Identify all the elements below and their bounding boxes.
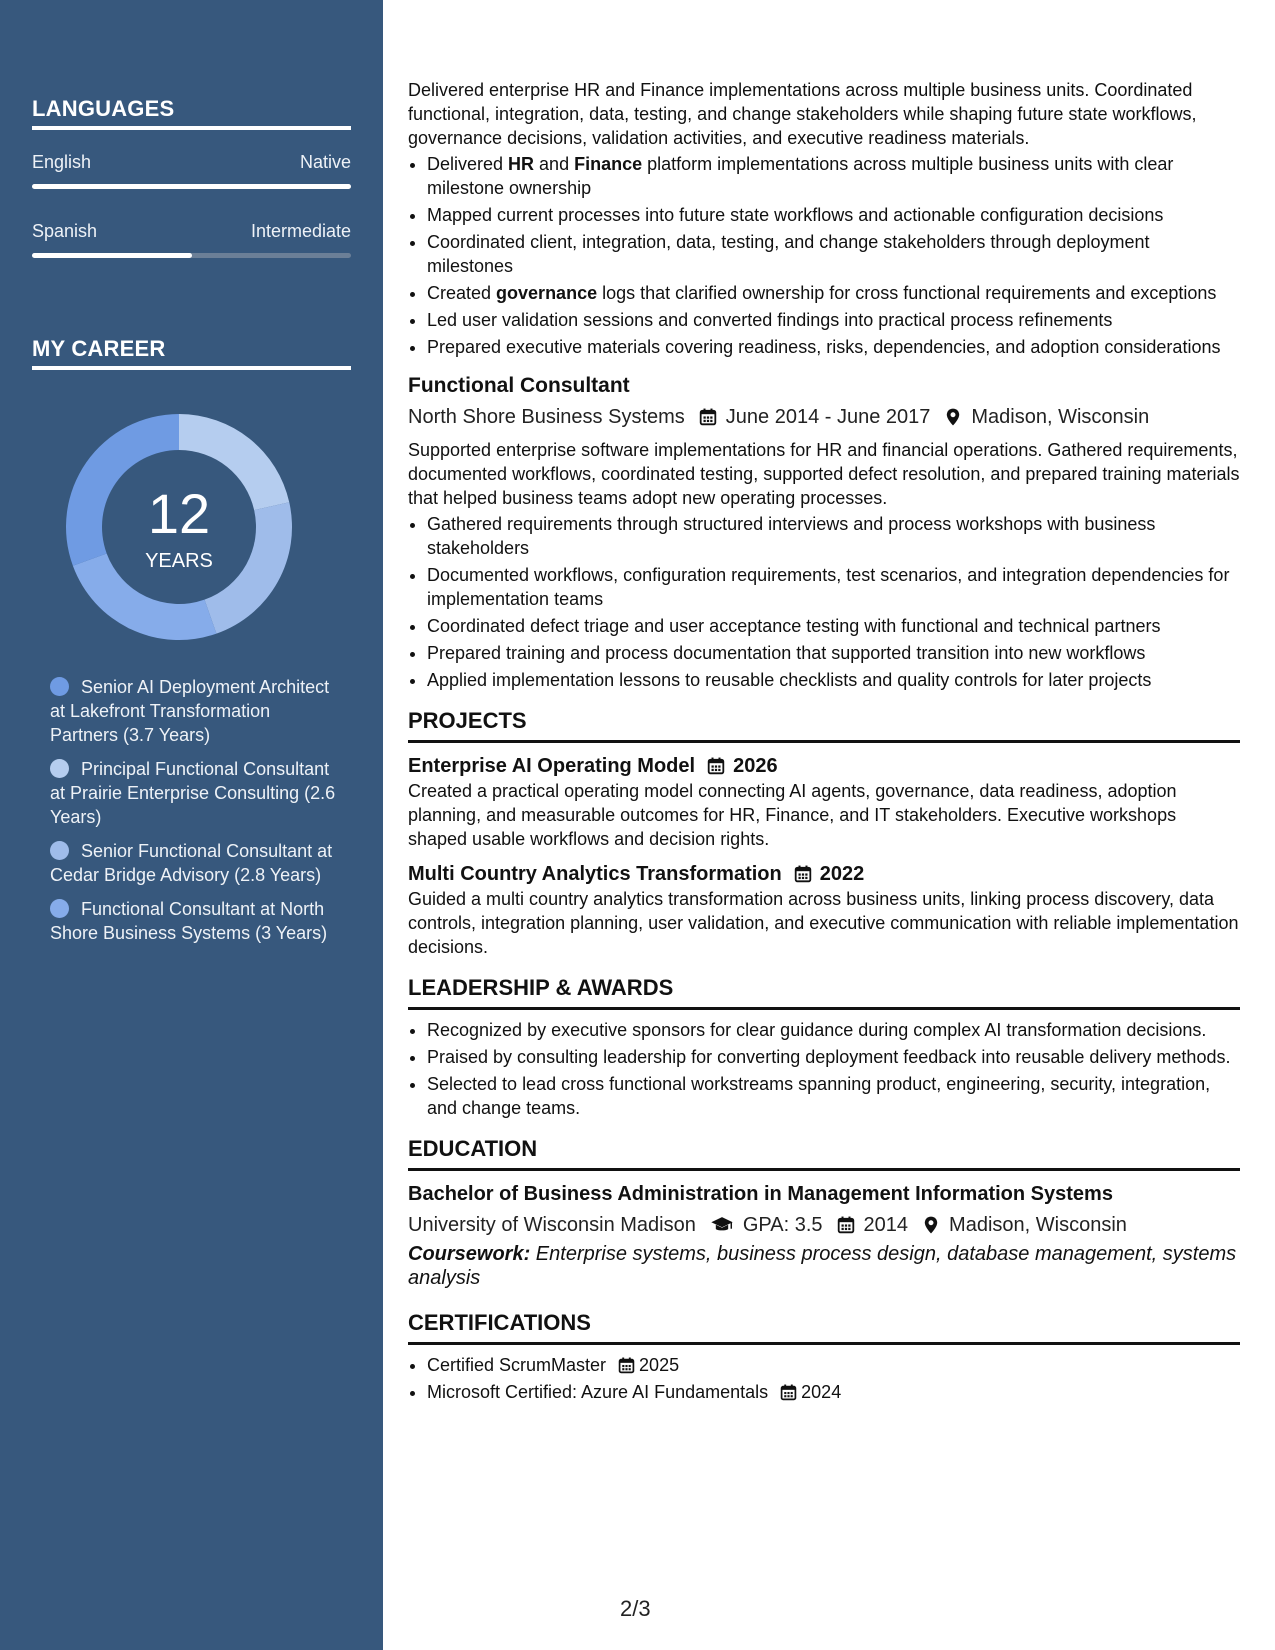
language-bar-fill <box>32 184 351 189</box>
job-meta <box>408 404 1240 430</box>
coursework <box>408 1242 1240 1290</box>
degree-title: Bachelor of Business Administration in Management Information Systems <box>408 1183 1113 1205</box>
career-item-text: Senior Functional Consultant at Cedar Bridge Advisory (2.8 Years) <box>50 841 333 885</box>
job-bullet <box>427 281 1240 305</box>
language-row <box>32 221 351 242</box>
job-bullet: • Mapped current processes into future state workflows and actionable configuration decisions <box>427 203 1240 227</box>
bullet-text: Created <box>427 283 497 303</box>
career-heading: MY CAREER <box>32 336 166 361</box>
job-title: Functional Consultant <box>408 374 630 397</box>
career-item <box>50 675 340 747</box>
job-bullet: • Gathered requirements through structured interviews and process workshops with business stakeholders <box>427 512 1240 560</box>
career-item-text: Functional Consultant at North Shore Business Systems (3 Years) <box>50 899 328 943</box>
languages-rule <box>32 126 351 130</box>
job-bullet: • Led user validation sessions and converted findings into practical process refinements <box>427 308 1240 332</box>
main-content <box>408 78 1240 1407</box>
calendar-icon <box>707 757 725 775</box>
coursework-text: Enterprise systems, business process design, database management, systems analysis <box>408 1243 1237 1289</box>
language-row <box>32 152 351 173</box>
bullet-text: platform implementations across multiple business units with clear milestone ownership <box>427 154 1174 198</box>
language-bar-fill <box>32 253 192 258</box>
education-location: Madison, Wisconsin <box>949 1214 1127 1236</box>
certification-year: 2024 <box>801 1382 842 1402</box>
bullet-text: and <box>534 154 575 174</box>
career-dot-icon <box>50 841 69 860</box>
graduation-year: 2014 <box>863 1214 909 1236</box>
job-bullet: • Coordinated client, integration, data, testing, and change stakeholders through deployment milestones <box>427 230 1240 278</box>
certification-item <box>427 1353 1240 1377</box>
project-name: Enterprise AI Operating Model <box>408 755 696 777</box>
career-item <box>50 897 340 945</box>
page-number: 2/3 <box>620 1596 651 1621</box>
job-bullet <box>427 152 1240 200</box>
job-location: Madison, Wisconsin <box>971 406 1150 428</box>
bullet-bold-text: governance <box>496 283 598 303</box>
certification-name: • Certified ScrumMaster <box>427 1355 607 1375</box>
career-dot-icon <box>50 899 69 918</box>
gpa: GPA: 3.5 <box>742 1214 823 1236</box>
award-item: • Selected to lead cross functional workstreams spanning product, engineering, security, integration, and change teams. <box>427 1072 1240 1120</box>
job-company: North Shore Business Systems <box>408 406 685 428</box>
map-pin-icon <box>944 408 962 426</box>
career-rule <box>32 366 351 370</box>
career-item-text: Senior AI Deployment Architect at Lakefront Transformation Partners (3.7 Years) <box>50 677 330 745</box>
languages-heading: LANGUAGES <box>32 96 175 121</box>
bullet-bold-text: Finance <box>574 154 643 174</box>
bullet-bold-text: HR <box>508 154 535 174</box>
award-item: • Praised by consulting leadership for converting deployment feedback into reusable delivery methods. <box>427 1045 1240 1069</box>
career-item <box>50 757 340 829</box>
projects-heading: PROJECTS <box>408 708 1240 743</box>
certification-name: • Microsoft Certified: Azure AI Fundamentals <box>427 1382 769 1402</box>
language-name: English <box>32 152 92 172</box>
job-bullet: • Documented workflows, configuration requirements, test scenarios, and integration dependencies for implementation teams <box>427 563 1240 611</box>
total-years-value: 12 <box>147 482 211 545</box>
job-bullet: • Prepared training and process documentation that supported transition into new workflows <box>427 641 1240 665</box>
education-meta <box>408 1212 1240 1238</box>
project-description: Created a practical operating model connecting AI agents, governance, data readiness, adoption planning, and measurable outcomes for HR, Finance, and IT stakeholders. Executive workshops shaped usable workflows and decision rights. <box>408 781 1177 849</box>
calendar-icon <box>699 408 717 426</box>
job-bullets <box>408 152 1240 359</box>
language-bar <box>32 253 351 258</box>
project-title <box>408 753 1240 779</box>
project-description: Guided a multi country analytics transformation across business units, linking process discovery, data controls, integration planning, user validation, and executive communication with reliable implementation decisions. <box>408 889 1239 957</box>
bullet-text: logs that clarified ownership for cross functional requirements and exceptions <box>597 283 1217 303</box>
job-dates: June 2014 - June 2017 <box>725 406 931 428</box>
total-years-label: YEARS <box>145 550 213 572</box>
calendar-icon <box>780 1384 797 1401</box>
career-list <box>50 675 340 955</box>
job-bullet: • Prepared executive materials covering readiness, risks, dependencies, and adoption considerations <box>427 335 1240 359</box>
language-name: Spanish <box>32 221 98 241</box>
project-year: 2026 <box>733 755 778 777</box>
certification-year: 2025 <box>639 1355 680 1375</box>
school-name: University of Wisconsin Madison <box>408 1214 696 1236</box>
job-summary: Delivered enterprise HR and Finance implementations across multiple business units. Coordinated functional, integration, data, testing, and change stakeholders while shaping future state workflows, governance decisions, validation activities, and executive readiness materials. <box>408 80 1197 148</box>
language-level: Intermediate <box>250 221 351 241</box>
language-bar <box>32 184 351 189</box>
job-bullet: • Coordinated defect triage and user acceptance testing with functional and technical partners <box>427 614 1240 638</box>
career-item-text: Principal Functional Consultant at Prairie Enterprise Consulting (2.6 Years) <box>50 759 336 827</box>
awards-list <box>408 1018 1240 1120</box>
calendar-icon <box>618 1357 635 1374</box>
certification-item <box>427 1380 1240 1404</box>
language-level: Native <box>299 152 351 172</box>
graduation-cap-icon <box>710 1216 734 1234</box>
project-name: Multi Country Analytics Transformation <box>408 863 782 885</box>
project-year: 2022 <box>819 863 865 885</box>
bullet-text: Delivered <box>427 154 509 174</box>
calendar-icon <box>837 1216 855 1234</box>
career-dot-icon <box>50 677 69 696</box>
job-summary: Supported enterprise software implementations for HR and financial operations. Gathered requirements, documented workflows, coordinated testing, supported defect resolution, and prepared training materials that helped business teams adopt new operating processes. <box>408 440 1240 508</box>
career-dot-icon <box>50 759 69 778</box>
awards-heading: LEADERSHIP & AWARDS <box>408 975 1240 1010</box>
coursework-label: Coursework: <box>408 1243 531 1265</box>
job-bullet: • Applied implementation lessons to reusable checklists and quality controls for later projects <box>427 668 1240 692</box>
education-heading: EDUCATION <box>408 1136 1240 1171</box>
career-item <box>50 839 340 887</box>
calendar-icon <box>794 865 812 883</box>
sidebar <box>0 0 383 1650</box>
certifications-list <box>408 1353 1240 1404</box>
award-item: • Recognized by executive sponsors for clear guidance during complex AI transformation decisions. <box>427 1018 1240 1042</box>
certifications-heading: CERTIFICATIONS <box>408 1310 1240 1345</box>
project-title <box>408 861 1240 887</box>
job-bullets <box>408 512 1240 692</box>
map-pin-icon <box>922 1216 940 1234</box>
